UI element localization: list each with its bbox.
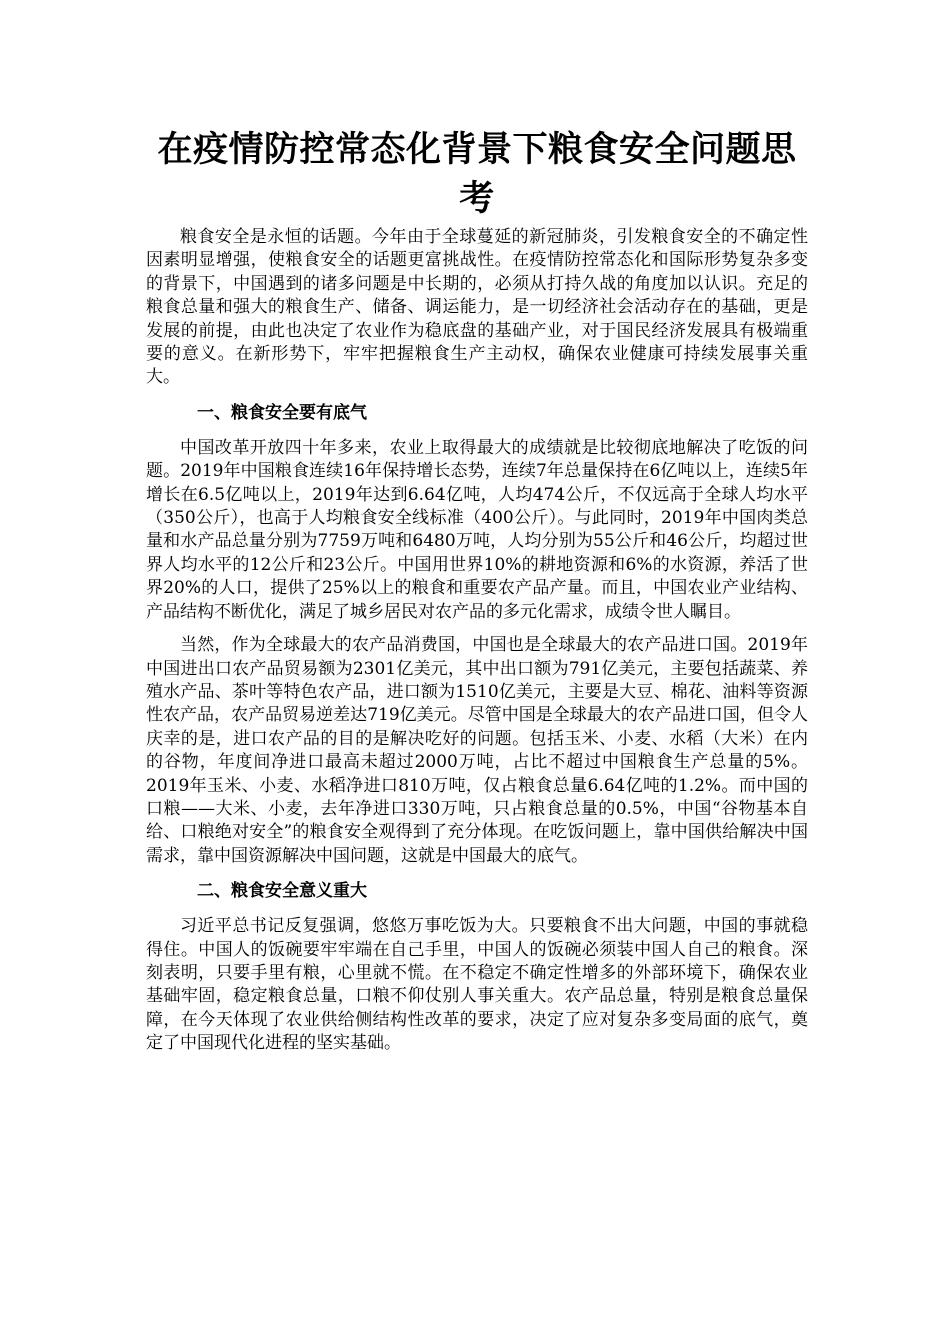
section-1-paragraph-2: 当然，作为全球最大的农产品消费国，中国也是全球最大的农产品进口国。2019年中国进出口农产品贸易额为2301亿美元，其中出口额为791亿美元，主要包括蔬菜、养殖水产品、茶叶等特色农产品，进口额为1510亿美元，主要是大豆、棉花、油料等资源性农产品，农产品贸易逆差达719亿美元。尽管中国是全球最大的农产品进口国，但令人庆幸的是，进口农产品的目的是解决吃好的问题。包括玉米、小麦、水稻（大米）在内的谷物，年度间净进口最高未超过2000万吨，占比不超过中国粮食生产总量的5%。2019年玉米、小麦、水稻净进口810万吨，仅占粮食总量6.64亿吨的1.2%。而中国的口粮——大米、小麦，去年净进口330万吨，只占粮食总量的0.5%，中国“谷物基本自给、口粮绝对安全”的粮食安全观得到了充分体现。在吃饭问题上，靠中国供给解决中国需求，靠中国资源解决中国问题，这就是中国最大的底气。 <box>146 635 808 866</box>
document-title: 在疫情防控常态化背景下粮食安全问题思考 <box>157 130 797 219</box>
intro-paragraph: 粮食安全是永恒的话题。今年由于全球蔓延的新冠肺炎，引发粮食安全的不确定性因素明显增强，使粮食安全的话题更富挑战性。在疫情防控常态化和国际形势复杂多变的背景下，中国遇到的诸多问题是中长期的，必须从打持久战的角度加以认识。充足的粮食总量和强大的粮食生产、储备、调运能力，是一切经济社会活动存在的基础，更是发展的前提，由此也决定了农业作为稳底盘的基础产业，对于国民经济发展具有极端重要的意义。在新形势下，牢牢把握粮食生产主动权，确保农业健康可持续发展事关重大。 <box>146 227 808 388</box>
section-1-heading: 一、粮食安全要有底气 <box>197 402 367 423</box>
section-2-heading: 二、粮食安全意义重大 <box>197 881 367 902</box>
section-1-paragraph-1: 中国改革开放四十年多来，农业上取得最大的成绩就是比较彻底地解决了吃饭的问题。2019年中国粮食连续16年保持增长态势，连续7年总量保持在6亿吨以上，连续5年增长在6.5亿吨以上，2019年达到6.64亿吨，人均474公斤，不仅远高于全球人均水平（350公斤），也高于人均粮食安全线标准（400公斤）。与此同时，2019年中国肉类总量和水产品总量分别为7759万吨和6480万吨，人均分别为55公斤和46公斤，均超过世界人均水平的12公斤和23公斤。中国用世界10%的耕地资源和6%的水资源，养活了世界20%的人口，提供了25%以上的粮食和重要农产品产量。而且，中国农业产业结构、产品结构不断优化，满足了城乡居民对农产品的多元化需求，成绩令世人瞩目。 <box>146 437 808 622</box>
document-page <box>146 126 808 1056</box>
section-2-paragraph-1: 习近平总书记反复强调，悠悠万事吃饭为大。只要粮食不出大问题，中国的事就稳得住。中国人的饭碗要牢牢端在自己手里，中国人的饭碗必须装中国人自己的粮食。深刻表明，只要手里有粮，心里就不慌。在不稳定不确定性增多的外部环境下，确保农业基础牢固，稳定粮食总量，口粮不仰仗别人事关重大。农产品总量，特别是粮食总量保障，在今天体现了农业供给侧结构性改革的要求，决定了应对复杂多变局面的底气，奠定了中国现代化进程的坚实基础。 <box>146 916 808 1054</box>
